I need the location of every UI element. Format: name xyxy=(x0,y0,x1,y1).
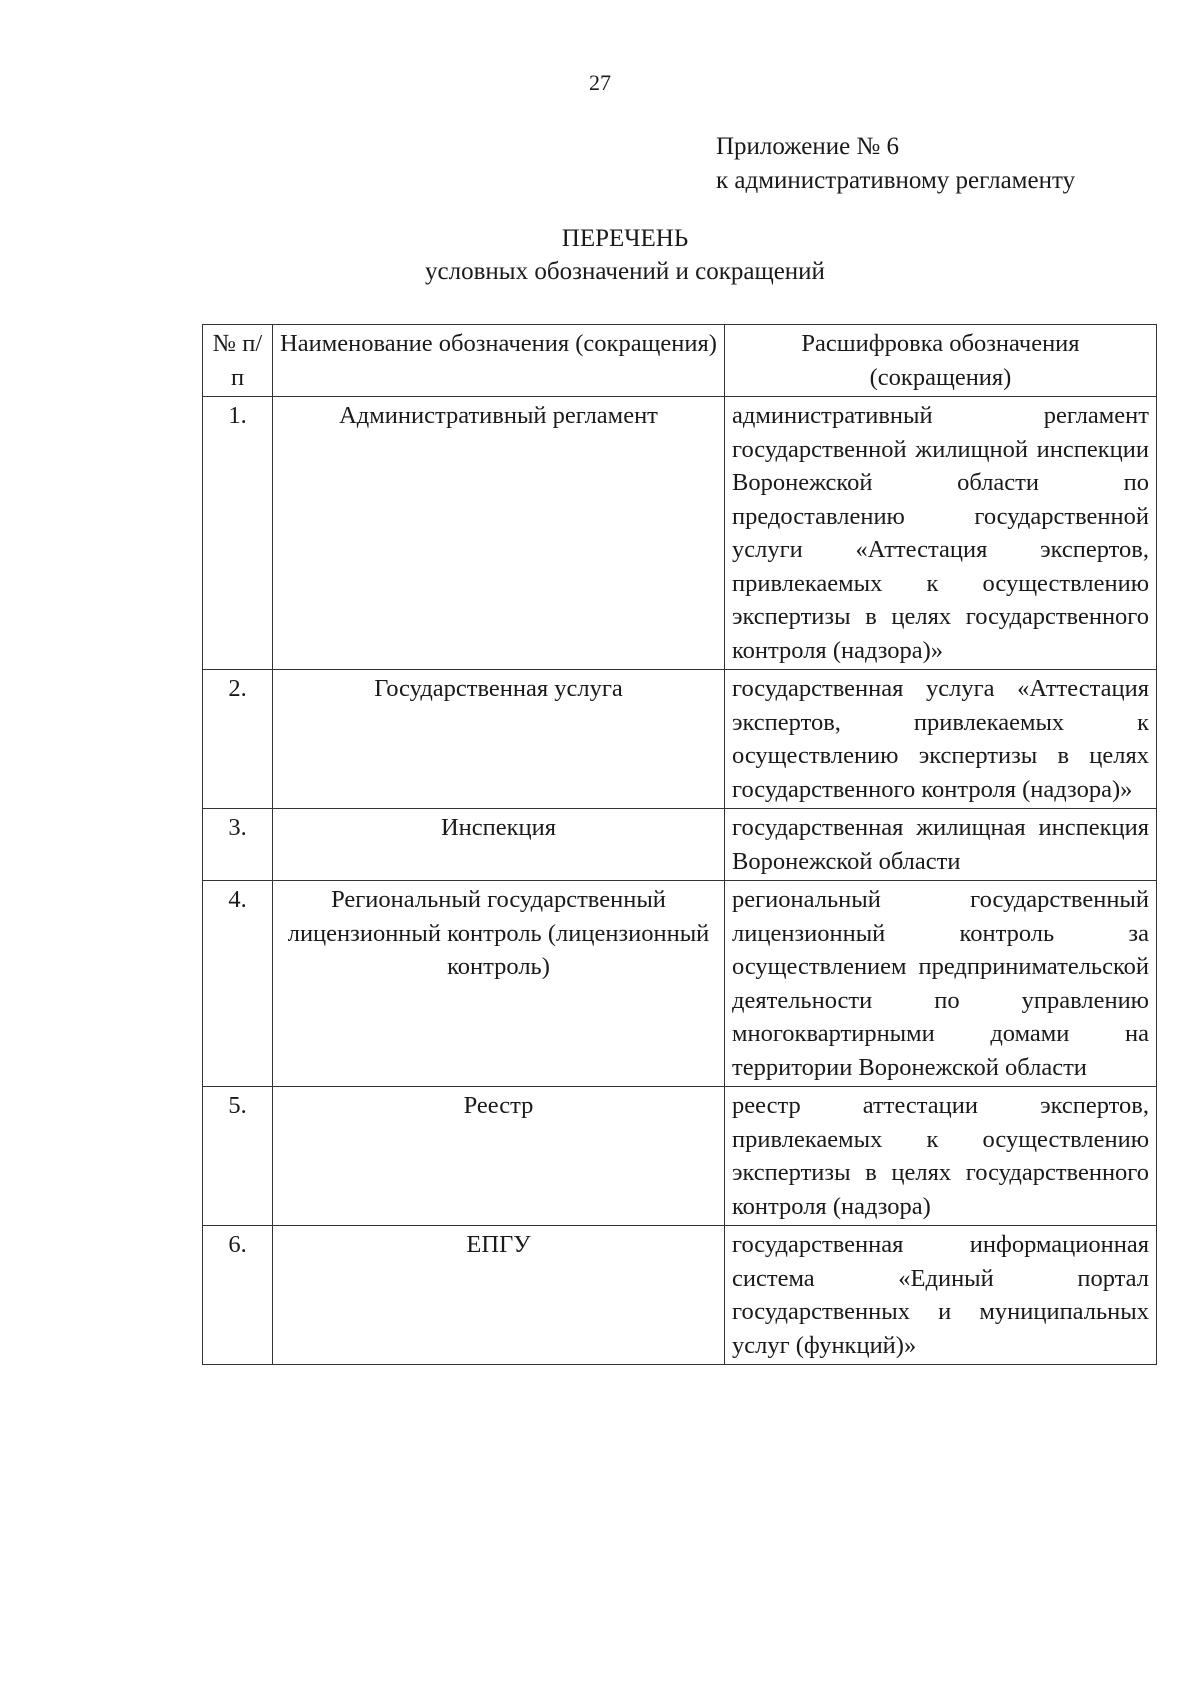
table-row xyxy=(203,809,1157,881)
heading-subtitle: условных обозначений и сокращений xyxy=(425,258,825,285)
row-name: ЕПГУ xyxy=(273,1226,725,1365)
document-heading xyxy=(200,222,1050,288)
header-description: Расшифровка обозначения (сокращения) xyxy=(725,325,1157,397)
row-description: государственная услуга «Аттестация экспертов, привлекаемых к осуществлению экспертизы в целях государственного контроля (надзора)» xyxy=(725,670,1157,809)
row-description: административный регламент государственной жилищной инспекции Воронежской области по предоставлению государственной услуги «Аттестация экспертов, привлекаемых к осуществлению экспертизы в целях государственного контроля (надзора)» xyxy=(725,397,1157,670)
header-name: Наименование обозначения (сокращения) xyxy=(273,325,725,397)
table-row xyxy=(203,670,1157,809)
appendix-header xyxy=(716,130,1075,198)
row-number: 4. xyxy=(203,881,273,1087)
table-header-row xyxy=(203,325,1157,397)
row-number: 5. xyxy=(203,1087,273,1226)
row-description: реестр аттестации экспертов, привлекаемых к осуществлению экспертизы в целях государственного контроля (надзора) xyxy=(725,1087,1157,1226)
table-row xyxy=(203,881,1157,1087)
abbreviations-table xyxy=(202,324,1157,1365)
row-description: государственная информационная система «Единый портал государственных и муниципальных услуг (функций)» xyxy=(725,1226,1157,1365)
row-number: 1. xyxy=(203,397,273,670)
table-row xyxy=(203,1226,1157,1365)
appendix-number: Приложение № 6 xyxy=(716,133,900,160)
heading-title: ПЕРЕЧЕНЬ xyxy=(561,225,689,252)
row-number: 6. xyxy=(203,1226,273,1365)
row-name: Реестр xyxy=(273,1087,725,1226)
row-name: Региональный государственный лицензионный контроль (лицензионный контроль) xyxy=(273,881,725,1087)
table-row xyxy=(203,1087,1157,1226)
row-description: государственная жилищная инспекция Воронежской области xyxy=(725,809,1157,881)
row-name: Государственная услуга xyxy=(273,670,725,809)
row-number: 3. xyxy=(203,809,273,881)
header-number: № п/п xyxy=(203,325,273,397)
appendix-reference: к административному регламенту xyxy=(716,167,1076,194)
row-name: Инспекция xyxy=(273,809,725,881)
row-number: 2. xyxy=(203,670,273,809)
table-row xyxy=(203,397,1157,670)
row-description: региональный государственный лицензионный контроль за осуществлением предпринимательской деятельности по управлению многоквартирными домами на территории Воронежской области xyxy=(725,881,1157,1087)
page-number: 27 xyxy=(589,70,611,95)
row-name: Административный регламент xyxy=(273,397,725,670)
